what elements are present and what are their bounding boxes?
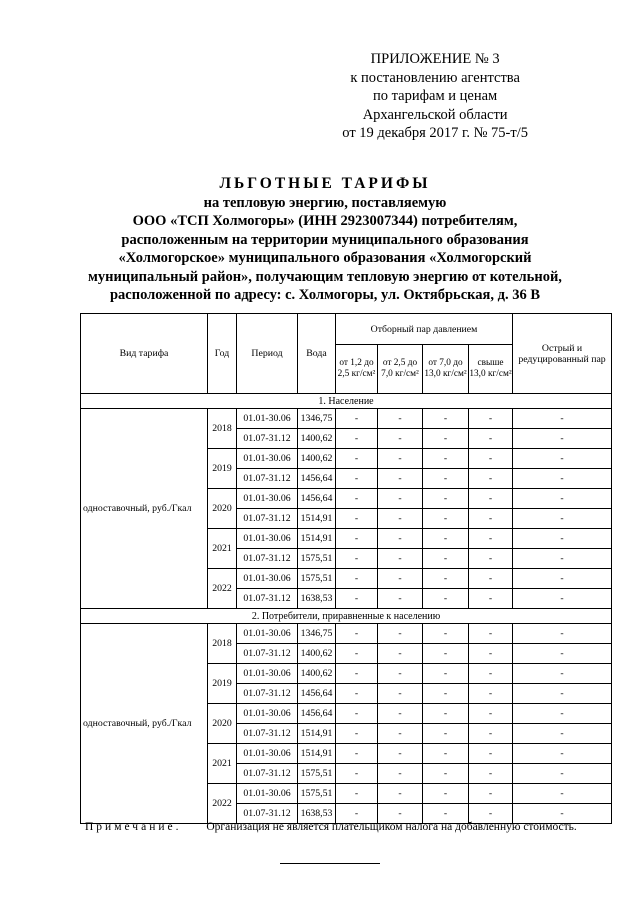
- header-water: Вода: [298, 314, 336, 394]
- dash-cell: -: [378, 489, 423, 509]
- dash-cell: -: [513, 624, 612, 644]
- dash-cell: -: [513, 469, 612, 489]
- dash-cell: -: [378, 804, 423, 824]
- header-pressure-1: от 1,2 до 2,5 кг/см²: [336, 345, 378, 394]
- header-pressure-3: от 7,0 до 13,0 кг/см²: [423, 345, 469, 394]
- dash-cell: -: [469, 704, 513, 724]
- section-title: 2. Потребители, приравненные к населению: [81, 609, 612, 624]
- water-cell: 1575,51: [298, 549, 336, 569]
- period-cell: 01.07-31.12: [237, 589, 298, 609]
- note-label: Примечание.: [85, 821, 182, 833]
- appendix-line: по тарифам и ценам: [373, 88, 498, 104]
- dash-cell: -: [336, 509, 378, 529]
- dash-cell: -: [378, 664, 423, 684]
- appendix-block: [342, 50, 528, 143]
- water-cell: 1514,91: [298, 509, 336, 529]
- dash-cell: -: [378, 724, 423, 744]
- section-row: [81, 609, 612, 624]
- tariff-type-cell: одноставочный, руб./Гкал: [81, 409, 208, 609]
- period-cell: 01.01-30.06: [237, 449, 298, 469]
- dash-cell: -: [378, 469, 423, 489]
- water-cell: 1638,53: [298, 589, 336, 609]
- period-cell: 01.01-30.06: [237, 664, 298, 684]
- header-sharp-steam: Острый и редуцированный пар: [513, 314, 612, 394]
- dash-cell: -: [336, 429, 378, 449]
- dash-cell: -: [469, 624, 513, 644]
- dash-cell: -: [423, 469, 469, 489]
- period-cell: 01.01-30.06: [237, 489, 298, 509]
- dash-cell: -: [513, 589, 612, 609]
- dash-cell: -: [336, 569, 378, 589]
- dash-cell: -: [513, 784, 612, 804]
- dash-cell: -: [469, 644, 513, 664]
- dash-cell: -: [336, 764, 378, 784]
- dash-cell: -: [469, 509, 513, 529]
- title-line: расположенной по адресу: с. Холмогоры, ул. Октябрьская, д. 36 В: [109, 287, 541, 303]
- dash-cell: -: [423, 684, 469, 704]
- period-cell: 01.07-31.12: [237, 764, 298, 784]
- water-cell: 1400,62: [298, 664, 336, 684]
- title-line: муниципальный район», получающим тепловую энергию от котельной,: [88, 268, 562, 285]
- dash-cell: -: [469, 489, 513, 509]
- title-line: на тепловую энергию, поставляемую: [203, 194, 447, 211]
- dash-cell: -: [423, 744, 469, 764]
- dash-cell: -: [423, 489, 469, 509]
- period-cell: 01.07-31.12: [237, 509, 298, 529]
- dash-cell: -: [469, 429, 513, 449]
- year-cell: 2019: [208, 664, 237, 704]
- dash-cell: -: [513, 409, 612, 429]
- year-cell: 2020: [208, 489, 237, 529]
- dash-cell: -: [513, 429, 612, 449]
- period-cell: 01.01-30.06: [237, 744, 298, 764]
- header-row: [81, 314, 612, 345]
- dash-cell: -: [378, 589, 423, 609]
- period-cell: 01.07-31.12: [237, 429, 298, 449]
- appendix-line: к постановлению агентства: [350, 69, 520, 86]
- dash-cell: -: [513, 644, 612, 664]
- dash-cell: -: [423, 664, 469, 684]
- dash-cell: -: [423, 409, 469, 429]
- period-cell: 01.07-31.12: [237, 644, 298, 664]
- dash-cell: -: [336, 409, 378, 429]
- dash-cell: -: [423, 509, 469, 529]
- dash-cell: -: [336, 644, 378, 664]
- dash-cell: -: [469, 724, 513, 744]
- year-cell: 2022: [208, 784, 237, 824]
- dash-cell: -: [423, 644, 469, 664]
- period-cell: 01.01-30.06: [237, 624, 298, 644]
- water-cell: 1514,91: [298, 529, 336, 549]
- document-title: [60, 175, 590, 305]
- table-row: [81, 624, 612, 644]
- water-cell: 1575,51: [298, 764, 336, 784]
- dash-cell: -: [378, 644, 423, 664]
- note: [85, 821, 577, 833]
- note-text: Организация не является плательщиком налога на добавленную стоимость.: [206, 821, 577, 833]
- dash-cell: -: [336, 684, 378, 704]
- period-cell: 01.07-31.12: [237, 684, 298, 704]
- dash-cell: -: [469, 549, 513, 569]
- dash-cell: -: [513, 804, 612, 824]
- water-cell: 1400,62: [298, 429, 336, 449]
- water-cell: 1456,64: [298, 489, 336, 509]
- dash-cell: -: [513, 724, 612, 744]
- water-cell: 1346,75: [298, 624, 336, 644]
- section-row: [81, 394, 612, 409]
- water-cell: 1514,91: [298, 724, 336, 744]
- dash-cell: -: [336, 624, 378, 644]
- year-cell: 2021: [208, 744, 237, 784]
- period-cell: 01.07-31.12: [237, 724, 298, 744]
- dash-cell: -: [336, 784, 378, 804]
- dash-cell: -: [423, 569, 469, 589]
- dash-cell: -: [378, 704, 423, 724]
- dash-cell: -: [378, 529, 423, 549]
- dash-cell: -: [513, 684, 612, 704]
- water-cell: 1400,62: [298, 644, 336, 664]
- dash-cell: -: [423, 764, 469, 784]
- appendix-number: ПРИЛОЖЕНИЕ № 3: [370, 51, 500, 67]
- dash-cell: -: [378, 549, 423, 569]
- water-cell: 1575,51: [298, 784, 336, 804]
- dash-cell: -: [378, 449, 423, 469]
- period-cell: 01.01-30.06: [237, 529, 298, 549]
- dash-cell: -: [513, 449, 612, 469]
- dash-cell: -: [513, 744, 612, 764]
- dash-cell: -: [423, 589, 469, 609]
- dash-cell: -: [423, 549, 469, 569]
- tariff-table: [80, 313, 612, 824]
- dash-cell: -: [336, 724, 378, 744]
- water-cell: 1456,64: [298, 704, 336, 724]
- period-cell: 01.01-30.06: [237, 784, 298, 804]
- dash-cell: -: [513, 529, 612, 549]
- dash-cell: -: [469, 744, 513, 764]
- dash-cell: -: [469, 804, 513, 824]
- dash-cell: -: [336, 489, 378, 509]
- dash-cell: -: [336, 549, 378, 569]
- dash-cell: -: [513, 489, 612, 509]
- water-cell: 1346,75: [298, 409, 336, 429]
- dash-cell: -: [378, 429, 423, 449]
- dash-cell: -: [378, 684, 423, 704]
- tariff-type-cell: одноставочный, руб./Гкал: [81, 624, 208, 824]
- title-line: расположенным на территории муниципального образования: [121, 231, 529, 248]
- dash-cell: -: [469, 409, 513, 429]
- dash-cell: -: [423, 429, 469, 449]
- dash-cell: -: [423, 624, 469, 644]
- dash-cell: -: [513, 704, 612, 724]
- header-year: Год: [208, 314, 237, 394]
- water-cell: 1456,64: [298, 684, 336, 704]
- dash-cell: -: [336, 744, 378, 764]
- dash-cell: -: [423, 724, 469, 744]
- bottom-divider: [280, 863, 380, 864]
- dash-cell: -: [378, 509, 423, 529]
- year-cell: 2022: [208, 569, 237, 609]
- dash-cell: -: [423, 449, 469, 469]
- water-cell: 1575,51: [298, 569, 336, 589]
- dash-cell: -: [423, 529, 469, 549]
- title-line: ООО «ТСП Холмогоры» (ИНН 2923007344) потребителям,: [132, 213, 518, 229]
- period-cell: 01.07-31.12: [237, 469, 298, 489]
- dash-cell: -: [513, 764, 612, 784]
- dash-cell: -: [378, 764, 423, 784]
- dash-cell: -: [336, 469, 378, 489]
- water-cell: 1400,62: [298, 449, 336, 469]
- dash-cell: -: [469, 664, 513, 684]
- section-title: 1. Население: [81, 394, 612, 409]
- header-pressure-2: от 2,5 до 7,0 кг/см²: [378, 345, 423, 394]
- dash-cell: -: [513, 509, 612, 529]
- year-cell: 2018: [208, 624, 237, 664]
- dash-cell: -: [423, 784, 469, 804]
- dash-cell: -: [423, 804, 469, 824]
- appendix-date: от 19 декабря 2017 г. № 75-т/5: [342, 125, 528, 141]
- header-tariff-type: Вид тарифа: [81, 314, 208, 394]
- table-row: [81, 409, 612, 429]
- dash-cell: -: [469, 449, 513, 469]
- dash-cell: -: [513, 569, 612, 589]
- water-cell: 1638,53: [298, 804, 336, 824]
- water-cell: 1456,64: [298, 469, 336, 489]
- dash-cell: -: [378, 744, 423, 764]
- dash-cell: -: [336, 804, 378, 824]
- period-cell: 01.01-30.06: [237, 409, 298, 429]
- dash-cell: -: [378, 569, 423, 589]
- dash-cell: -: [469, 764, 513, 784]
- year-cell: 2018: [208, 409, 237, 449]
- year-cell: 2019: [208, 449, 237, 489]
- dash-cell: -: [513, 664, 612, 684]
- dash-cell: -: [378, 784, 423, 804]
- water-cell: 1514,91: [298, 744, 336, 764]
- period-cell: 01.07-31.12: [237, 804, 298, 824]
- dash-cell: -: [336, 589, 378, 609]
- dash-cell: -: [469, 469, 513, 489]
- title-line: «Холмогорское» муниципального образования «Холмогорский: [118, 250, 532, 266]
- year-cell: 2020: [208, 704, 237, 744]
- dash-cell: -: [423, 704, 469, 724]
- header-pressure-4: свыше 13,0 кг/см²: [469, 345, 513, 394]
- header-steam: Отборный пар давлением: [336, 314, 513, 345]
- dash-cell: -: [469, 684, 513, 704]
- period-cell: 01.01-30.06: [237, 569, 298, 589]
- dash-cell: -: [469, 569, 513, 589]
- dash-cell: -: [469, 589, 513, 609]
- dash-cell: -: [336, 664, 378, 684]
- dash-cell: -: [336, 704, 378, 724]
- dash-cell: -: [378, 624, 423, 644]
- dash-cell: -: [336, 529, 378, 549]
- appendix-line: Архангельской области: [362, 106, 508, 123]
- dash-cell: -: [469, 529, 513, 549]
- dash-cell: -: [513, 549, 612, 569]
- period-cell: 01.01-30.06: [237, 704, 298, 724]
- dash-cell: -: [336, 449, 378, 469]
- dash-cell: -: [378, 409, 423, 429]
- period-cell: 01.07-31.12: [237, 549, 298, 569]
- header-period: Период: [237, 314, 298, 394]
- title-main: ЛЬГОТНЫЕ ТАРИФЫ: [219, 175, 431, 192]
- year-cell: 2021: [208, 529, 237, 569]
- dash-cell: -: [469, 784, 513, 804]
